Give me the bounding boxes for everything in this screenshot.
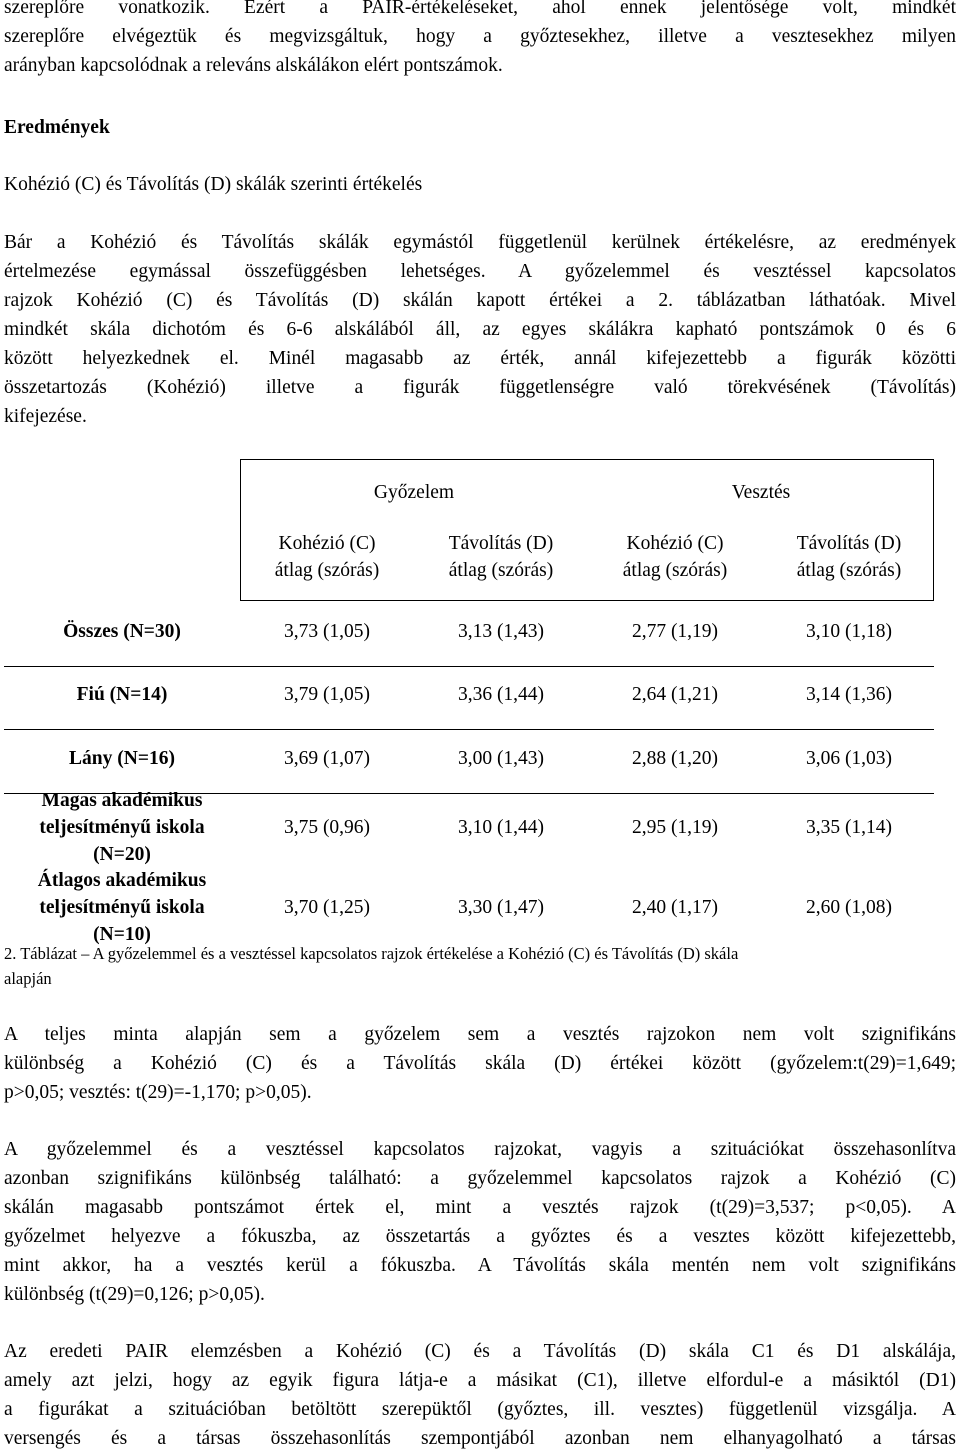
row-label-line: Összes (N=30) <box>63 621 181 642</box>
row-label-line: (N=20) <box>93 843 151 865</box>
row-label-line: Fiú (N=14) <box>76 684 168 705</box>
table-cell: 3,10 (1,44) <box>457 816 545 838</box>
section-title: Eredmények <box>4 117 110 138</box>
group-header-loss: Vesztés <box>731 482 791 503</box>
row-divider <box>4 729 934 730</box>
situation-paragraph <box>4 1135 956 1309</box>
row-label-line: Lány (N=16) <box>69 748 175 769</box>
row-label <box>4 604 240 659</box>
table-cell: 3,00 (1,43) <box>457 748 545 769</box>
column-header-scale: Távolítás (D) <box>448 533 554 554</box>
results-paragraph <box>4 228 956 431</box>
column-header-stat: átlag (szórás) <box>622 560 728 581</box>
column-header <box>588 530 762 584</box>
text-line: A győzelemmel és a vesztéssel kapcsolatos rajzokat, vagyis a szituációkat összehasonlítva <box>4 1139 956 1160</box>
text-line: arányban kapcsolódnak a releváns alskálákon elért pontszámok. <box>4 55 503 76</box>
text-line: szereplőre vonatkozik. Ezért a PAIR-értékeléseket, ahol ennek jelentősége volt, mindkét <box>4 0 956 18</box>
column-header-stat: átlag (szórás) <box>448 560 554 581</box>
text-line: azonban szignifikáns különbség található: a győzelemmel kapcsolatos rajzok a Kohézió (C) <box>4 1168 956 1189</box>
pair-analysis-paragraph <box>4 1337 956 1453</box>
text-line: amely azt jelzi, hogy az egyik figura látja-e a másikat (C1), illetve elfordul-e a másiktól (D1) <box>4 1370 956 1391</box>
text-line: mint akkor, ha a vesztés kerül a fókuszba. A Távolítás skála mentén nem volt szignifikáns <box>4 1255 956 1276</box>
row-label-line: Magas akadémikus <box>41 789 203 811</box>
table-cell: 2,40 (1,17) <box>631 896 719 918</box>
table-cell: 2,95 (1,19) <box>631 816 719 838</box>
table-cell: 3,13 (1,43) <box>457 621 545 642</box>
table-cell: 3,06 (1,03) <box>805 748 893 769</box>
column-header <box>240 530 414 584</box>
row-label <box>4 667 240 722</box>
column-header <box>762 530 936 584</box>
text-line: skálán magasabb pontszámot értek el, mint a vesztés rajzok (t(29)=3,537; p<0,05). A <box>4 1197 956 1218</box>
text-line: p>0,05; vesztés: t(29)=-1,170; p>0,05). <box>4 1082 312 1103</box>
table-caption <box>4 941 956 991</box>
table-cell: 3,14 (1,36) <box>805 684 893 705</box>
row-label <box>4 787 240 867</box>
row-label-line: teljesítményű iskola <box>39 896 205 918</box>
column-header-stat: átlag (szórás) <box>796 560 902 581</box>
text-line: különbség a Kohézió (C) és a Távolítás skála (D) értékei között (győzelem:t(29)=1,649; <box>4 1053 956 1074</box>
column-header-scale: Kohézió (C) <box>626 533 724 554</box>
table-cell: 3,75 (0,96) <box>283 816 371 838</box>
table-cell: 3,35 (1,14) <box>805 816 893 838</box>
text-line: A teljes minta alapján sem a győzelem sem a vesztés rajzokon nem volt szignifikáns <box>4 1024 956 1045</box>
table-cell: 2,88 (1,20) <box>631 748 719 769</box>
table-cell: 3,30 (1,47) <box>457 896 545 918</box>
text-line: között helyezkednek el. Minél magasabb az érték, annál kifejezettebb a figurák közötti <box>4 348 956 369</box>
text-line: kifejezése. <box>4 406 87 427</box>
column-header-scale: Távolítás (D) <box>796 533 902 554</box>
table-cell: 3,79 (1,05) <box>283 684 371 705</box>
table-cell: 3,69 (1,07) <box>283 748 371 769</box>
caption-line: 2. Táblázat – A győzelemmel és a vesztéssel kapcsolatos rajzok értékelése a Kohézió (C) és Távolítás (D) skála <box>4 944 739 963</box>
table-cell: 3,70 (1,25) <box>283 896 371 918</box>
table-cell: 2,60 (1,08) <box>805 896 893 918</box>
text-line: Bár a Kohézió és Távolítás skálák egymástól függetlenül kerülnek értékelésre, az eredmények <box>4 232 956 253</box>
text-line: mindkét skála dichotóm és 6-6 alskálából áll, az egyes skálákra kapható pontszámok 0 és 6 <box>4 319 956 340</box>
text-line: különbség (t(29)=0,126; p>0,05). <box>4 1284 265 1305</box>
column-header-stat: átlag (szórás) <box>274 560 380 581</box>
table-cell: 2,77 (1,19) <box>631 621 719 642</box>
subsection-title: Kohézió (C) és Távolítás (D) skálák szerinti értékelés <box>4 174 423 195</box>
row-label <box>4 731 240 786</box>
comparison-paragraph <box>4 1020 956 1107</box>
text-line: a figurákat a szituációban betöltött szerepüktől (győztes, ill. vesztes) függetlenül vizsgálja. A <box>4 1399 956 1420</box>
row-label-line: (N=10) <box>93 923 151 945</box>
table-cell: 3,73 (1,05) <box>283 621 371 642</box>
table-cell: 3,36 (1,44) <box>457 684 545 705</box>
row-label-line: Átlagos akadémikus <box>37 869 207 891</box>
caption-line: alapján <box>4 969 52 988</box>
text-line: szereplőre elvégeztük és megvizsgáltuk, hogy a győztesekhez, illetve a vesztesekhez milyen <box>4 26 956 47</box>
column-header-scale: Kohézió (C) <box>278 533 376 554</box>
row-label-line: teljesítményű iskola <box>39 816 205 838</box>
text-line: összetartozás (Kohézió) illetve a figurák függetlenségre való törekvésének (Távolítás) <box>4 377 956 398</box>
text-line: rajzok Kohézió (C) és Távolítás (D) skálán kapott értékei a 2. táblázatban láthatóak. Mivel <box>4 290 956 311</box>
row-label <box>4 867 240 947</box>
text-line: értelmezése egymással összefüggésben lehetséges. A győzelemmel és vesztéssel kapcsolatos <box>4 261 956 282</box>
text-line: Az eredeti PAIR elemzésben a Kohézió (C) és a Távolítás (D) skála C1 és D1 alskálája, <box>4 1341 956 1362</box>
text-line: győzelmet helyezve a fókuszba, az összetartás a győztes és a vesztes között kifejezettebb, <box>4 1226 956 1247</box>
table-cell: 3,10 (1,18) <box>805 621 893 642</box>
group-header-win: Győzelem <box>373 482 455 503</box>
table-cell: 2,64 (1,21) <box>631 684 719 705</box>
column-header <box>414 530 588 584</box>
intro-paragraph <box>4 0 956 80</box>
text-line: versengés és a társas összehasonlítás szempontjából azonban nem elhanyagolható a társas <box>4 1428 956 1449</box>
